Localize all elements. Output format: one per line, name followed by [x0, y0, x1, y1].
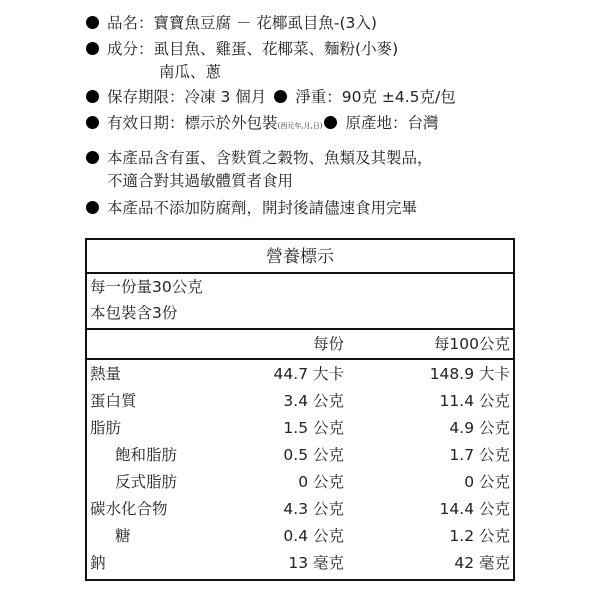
per-serving-value: 3.4 公克	[283, 392, 344, 410]
bullet-icon	[86, 90, 99, 103]
bullet-icon	[274, 90, 287, 103]
product-name-value: 寶寶魚豆腐 － 花椰虱目魚-(3入)	[153, 14, 377, 32]
servings-per-package: 本包裝含3份	[90, 304, 178, 322]
per-100g-value: 4.9 公克	[449, 419, 510, 437]
col-header-per-100g: 每100公克	[433, 335, 510, 353]
ingredients-line	[86, 39, 398, 59]
preservative-line	[86, 198, 417, 218]
per-100g-value: 1.2 公克	[449, 527, 510, 545]
serving-size: 每一份量30公克	[90, 278, 203, 296]
product-name-line	[86, 13, 377, 33]
expiry-note: (西元年,月,日)	[277, 122, 323, 130]
allergen-text: 本產品含有蛋、含麩質之穀物、魚類及其製品，	[107, 149, 433, 167]
nutrient-name: 熱量	[90, 365, 122, 383]
ingredients-line-2	[86, 62, 221, 82]
nutrient-name: 脂肪	[90, 419, 122, 437]
ingredients-value-2: 南瓜、蔥	[159, 63, 222, 81]
nutrient-name: 鈉	[90, 554, 106, 572]
per-100g-value: 14.4 公克	[439, 500, 510, 518]
net-weight-value: 90克 ±4.5克/包	[341, 88, 456, 106]
allergen-line-2	[86, 171, 293, 191]
per-serving-value: 4.3 公克	[283, 500, 344, 518]
divider	[87, 328, 513, 330]
per-100g-value: 42 毫克	[454, 554, 510, 572]
expiry-label: 有效日期：	[107, 114, 185, 132]
nutrient-row-fat	[87, 418, 513, 444]
net-weight-label: 淨重：	[295, 88, 342, 106]
nutrition-title: 營養標示	[266, 247, 334, 267]
divider	[87, 272, 513, 274]
nutrient-name: 碳水化合物	[90, 500, 168, 518]
per-serving-value: 0 公克	[298, 473, 344, 491]
per-100g-value: 1.7 公克	[449, 446, 510, 464]
shelf-life-value: 冷凍 3 個月	[184, 88, 267, 106]
per-serving-value: 13 毫克	[288, 554, 344, 572]
allergen-line	[86, 148, 433, 168]
allergen-text-2: 不適合對其過敏體質者食用	[107, 172, 294, 190]
nutrient-row-sodium	[87, 553, 513, 579]
per-serving-value: 1.5 公克	[283, 419, 344, 437]
product-name-label: 品名：	[107, 14, 154, 32]
per-100g-value: 0 公克	[464, 473, 510, 491]
divider	[87, 358, 513, 360]
per-100g-value: 11.4 公克	[439, 392, 510, 410]
nutrient-name: 反式脂肪	[115, 473, 178, 491]
nutrient-name: 蛋白質	[90, 392, 137, 410]
nutrient-row-trans-fat	[87, 472, 513, 498]
bullet-icon	[324, 116, 337, 129]
preservative-text: 本產品不添加防腐劑，開封後請儘速食用完畢	[107, 199, 418, 217]
bullet-icon	[86, 16, 99, 29]
nutrition-table	[85, 238, 515, 581]
bullet-icon	[86, 42, 99, 55]
shelf-weight-line	[86, 87, 456, 107]
nutrient-row-sugar	[87, 526, 513, 552]
expiry-origin-line	[86, 113, 438, 133]
nutrient-name: 飽和脂肪	[115, 446, 178, 464]
shelf-life-label: 保存期限：	[107, 88, 185, 106]
bullet-icon	[86, 151, 99, 164]
nutrient-name: 糖	[115, 527, 131, 545]
per-serving-value: 0.4 公克	[283, 527, 344, 545]
per-100g-value: 148.9 大卡	[429, 365, 510, 383]
ingredients-label: 成分：	[107, 40, 154, 58]
origin-value: 台灣	[407, 114, 439, 132]
nutrient-row-energy	[87, 364, 513, 390]
per-serving-value: 0.5 公克	[283, 446, 344, 464]
bullet-icon	[86, 116, 99, 129]
nutrient-row-carbohydrate	[87, 499, 513, 525]
expiry-value: 標示於外包裝	[184, 114, 278, 132]
nutrient-row-protein	[87, 391, 513, 417]
bullet-icon	[86, 201, 99, 214]
ingredients-value: 虱目魚、雞蛋、花椰菜、麵粉(小麥)	[153, 40, 399, 58]
col-header-per-serving: 每份	[312, 335, 344, 353]
origin-label: 原產地：	[345, 114, 408, 132]
per-serving-value: 44.7 大卡	[273, 365, 344, 383]
nutrient-row-saturated-fat	[87, 445, 513, 471]
